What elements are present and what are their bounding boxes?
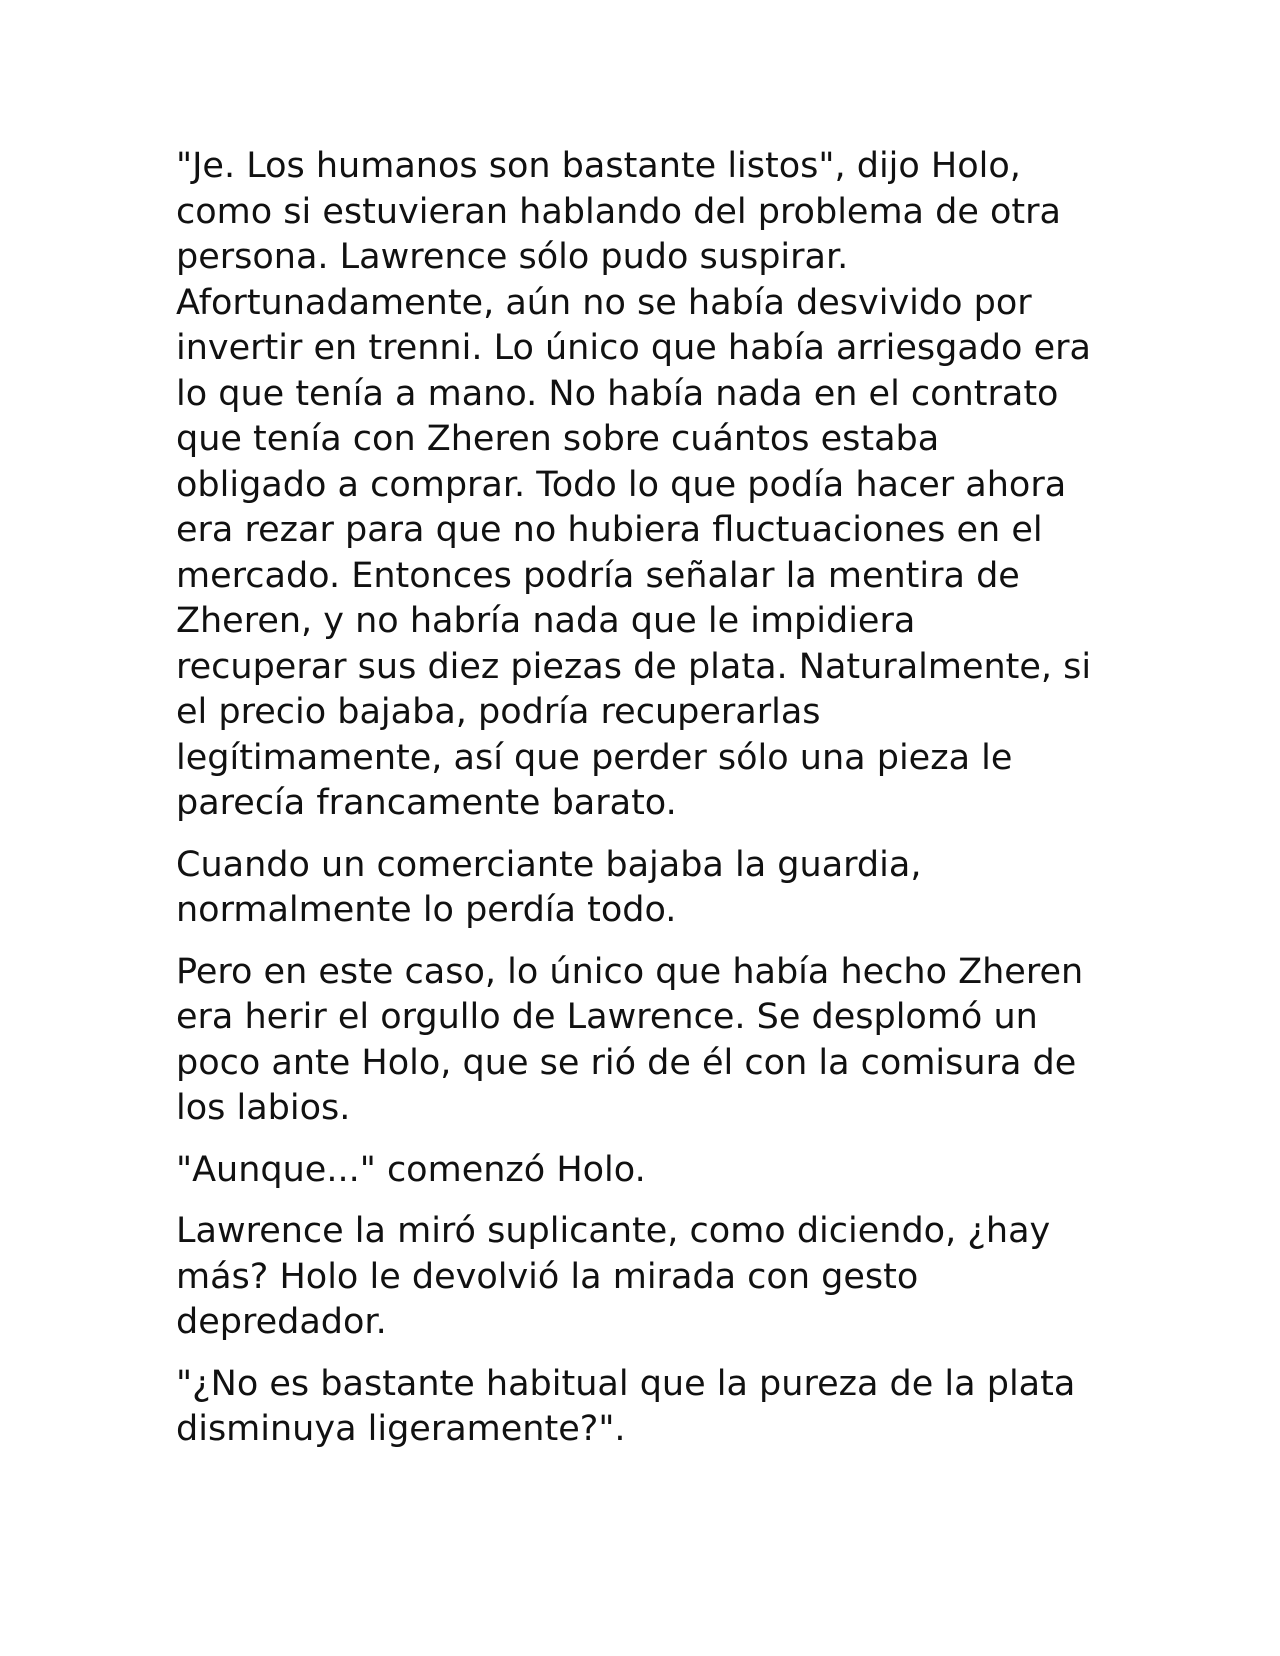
paragraph-1: "Je. Los humanos son bastante listos", dijo Holo, como si estuvieran hablando del problema de otra persona. Lawrence sólo pudo suspirar. Afortunadamente, aún no se había desvivido por invertir en trenni. Lo único que había arriesgado era lo que tenía a mano. No había nada en el contrato que tenía con Zheren sobre cuántos estaba obligado a comprar. Todo lo que podía hacer ahora era rezar para que no hubiera fluctuaciones en el mercado. Entonces podría señalar la mentira de Zheren, y no habría nada que le impidiera recuperar sus diez piezas de plata. Naturalmente, si el precio bajaba, podría recuperarlas legítimamente, así que perder sólo una pieza le parecía francamente barato. [176,146,1092,823]
paragraph-6: "¿No es bastante habitual que la pureza de la plata disminuya ligeramente?". [176,1363,1076,1449]
paragraph-2: Cuando un comerciante bajaba la guardia, normalmente lo perdía todo. [176,844,922,930]
paragraph-4: "Aunque..." comenzó Holo. [176,1149,646,1190]
paragraph-3: Pero en este caso, lo único que había hecho Zheren era herir el orgullo de Lawrence. Se desplomó un poco ante Holo, que se rió de él con la comisura de los labios. [176,951,1084,1128]
paragraph-5: Lawrence la miró suplicante, como diciendo, ¿hay más? Holo le devolvió la mirada con gesto depredador. [176,1211,1051,1342]
document-page [176,144,1096,1469]
